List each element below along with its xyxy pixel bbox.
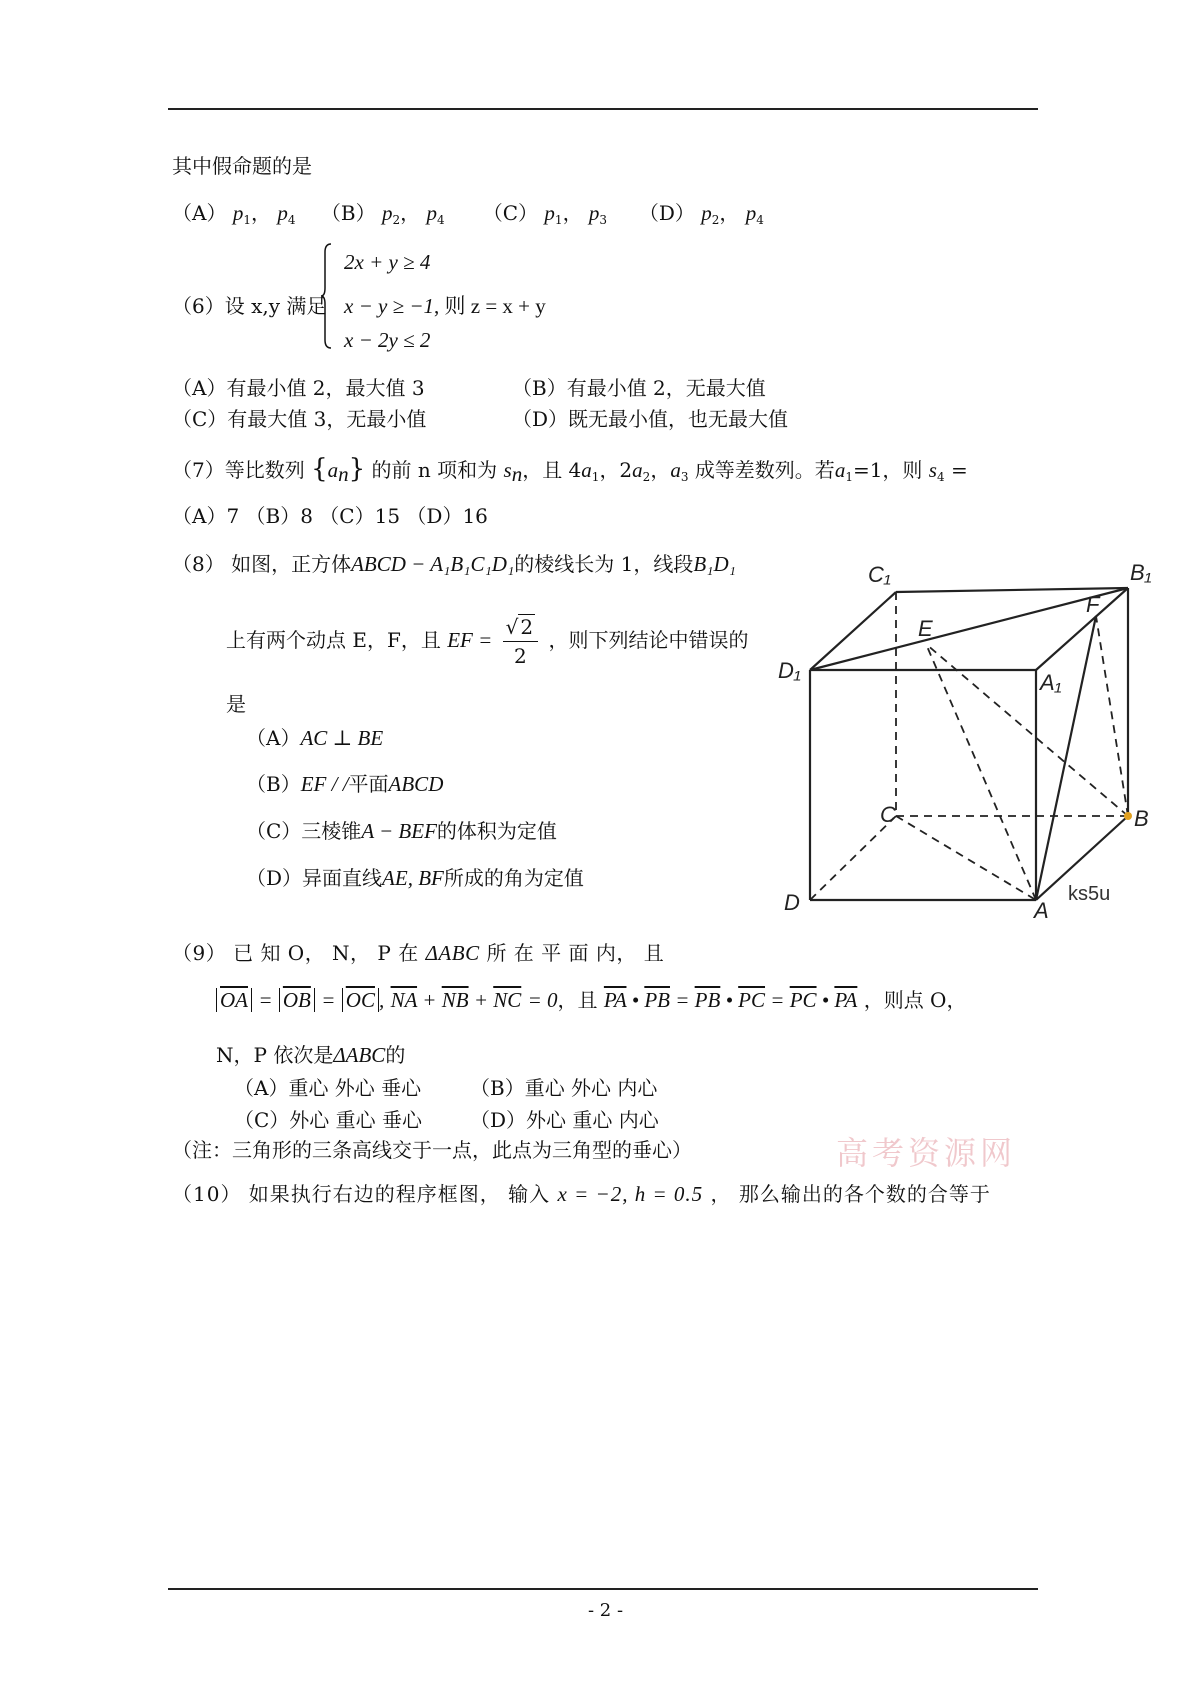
label-f: F <box>1086 592 1100 617</box>
q6-option-d: （D）既无最小值，也无最大值 <box>512 407 789 431</box>
q6-lead: （6）设 x,y 满足 <box>172 294 327 318</box>
label-ks5u: ks5u <box>1068 883 1111 905</box>
q6-constraint-2: x − y ≥ −1, 则 z = x + y <box>344 294 546 318</box>
edge-cd <box>810 816 896 900</box>
q8-cube-figure <box>778 560 1158 920</box>
q8-option-b: （B）EF / /平面ABCD <box>246 772 444 796</box>
q6-option-a: （A）有最小值 2，最大值 3 <box>172 376 425 400</box>
label-d: D <box>784 890 800 915</box>
q10-question: （10） 如果执行右边的程序框图， 输入 x = −2, h = 0.5 ， 那么输出的各个数的合等于 <box>172 1182 991 1206</box>
q8-question-line3: 是 <box>226 692 246 716</box>
q8-option-d: （D）异面直线AE, BF所成的角为定值 <box>246 866 584 890</box>
page-number: - 2 - <box>588 1600 624 1621</box>
q7-question: （7）等比数列 $\{a_n\}$ 的前 n 项和为 $s_n$，且 $4a_1$，$2a_2$，$a_3$ 成等差数列。若$a_1=1$，则 $s_4$ = <box>172 454 968 486</box>
segment-ae <box>926 644 1036 900</box>
footer-rule <box>168 1588 1038 1590</box>
q9-question-line1: （9） 已 知 O， N， P 在 ΔABC 所 在 平 面 内， 且 <box>172 941 665 965</box>
label-b: B <box>1134 806 1149 831</box>
label-c1: C₁ <box>868 562 891 587</box>
q7-options: （A）7 （B）8 （C）15 （D）16 <box>172 504 488 528</box>
label-b1: B₁ <box>1130 560 1152 585</box>
q9-option-b: （B）重心 外心 内心 <box>470 1076 658 1100</box>
watermark: 高考资源网 <box>836 1134 1017 1172</box>
q9-question-line3: N，P 依次是ΔABC的 <box>216 1043 406 1067</box>
header-rule <box>168 108 1038 110</box>
q6-system-brace <box>320 242 332 350</box>
q9-option-c: （C）外心 重心 垂心 <box>234 1108 423 1132</box>
label-d1: D₁ <box>778 658 801 683</box>
q6-option-c: （C）有最大值 3，无最小值 <box>172 407 427 431</box>
q9-option-d: （D）外心 重心 内心 <box>470 1108 659 1132</box>
segment-bf <box>1096 616 1128 816</box>
label-a1: A₁ <box>1040 670 1062 695</box>
q8-question-line1: （8） 如图，正方体ABCD − A₁B₁C₁D₁的棱线长为 1，线段B₁D₁ <box>172 552 736 576</box>
segment-af <box>1036 616 1096 900</box>
q5-question: 其中假命题的是 <box>172 154 312 178</box>
q9-question-line2: $\overline{OA} = \overline{OB} = \overline{OC}$ , $\overline{NA} + \overline{NB} + \overline{NC} = 0$，且 $\overline{PA}$ • $\overline{PB} = \overline{PB}$ • $\overline{PC} = \overline{PC}$ • $\overline{PA}$ ，则点 O， <box>216 984 966 1013</box>
q8-fraction: $\frac{√ 2}{2}$ <box>503 615 538 668</box>
label-e: E <box>918 616 933 641</box>
label-c: C <box>880 802 896 827</box>
q6-constraint-3: x − 2y ≤ 2 <box>344 328 431 352</box>
q8-option-a: （A）AC ⊥ BE <box>246 726 384 750</box>
q9-note: （注：三角形的三条高线交于一点，此点为三角型的垂心） <box>172 1138 692 1162</box>
q6-constraint-1: 2x + y ≥ 4 <box>344 250 431 274</box>
q5-options: （A） $p_1$， $p_4$ （B） $p_2$， $p_4$ （C） $p_1$， $p_3$ （D） $p_2$， $p_4$ <box>172 201 764 227</box>
point-b-marker <box>1124 812 1132 820</box>
q8-question-line2: 上有两个动点 E，F，且 EF = $\frac{√ 2}{2}$ ，则下列结论中错误的 <box>226 615 749 668</box>
segment-ca <box>896 816 1036 900</box>
segment-b1d1 <box>810 588 1128 670</box>
label-a: A <box>1034 898 1049 920</box>
q6-option-b: （B）有最小值 2，无最大值 <box>512 376 766 400</box>
q8-option-c: （C）三棱锥A − BEF的体积为定值 <box>246 819 557 843</box>
q9-option-a: （A）重心 外心 垂心 <box>234 1076 422 1100</box>
